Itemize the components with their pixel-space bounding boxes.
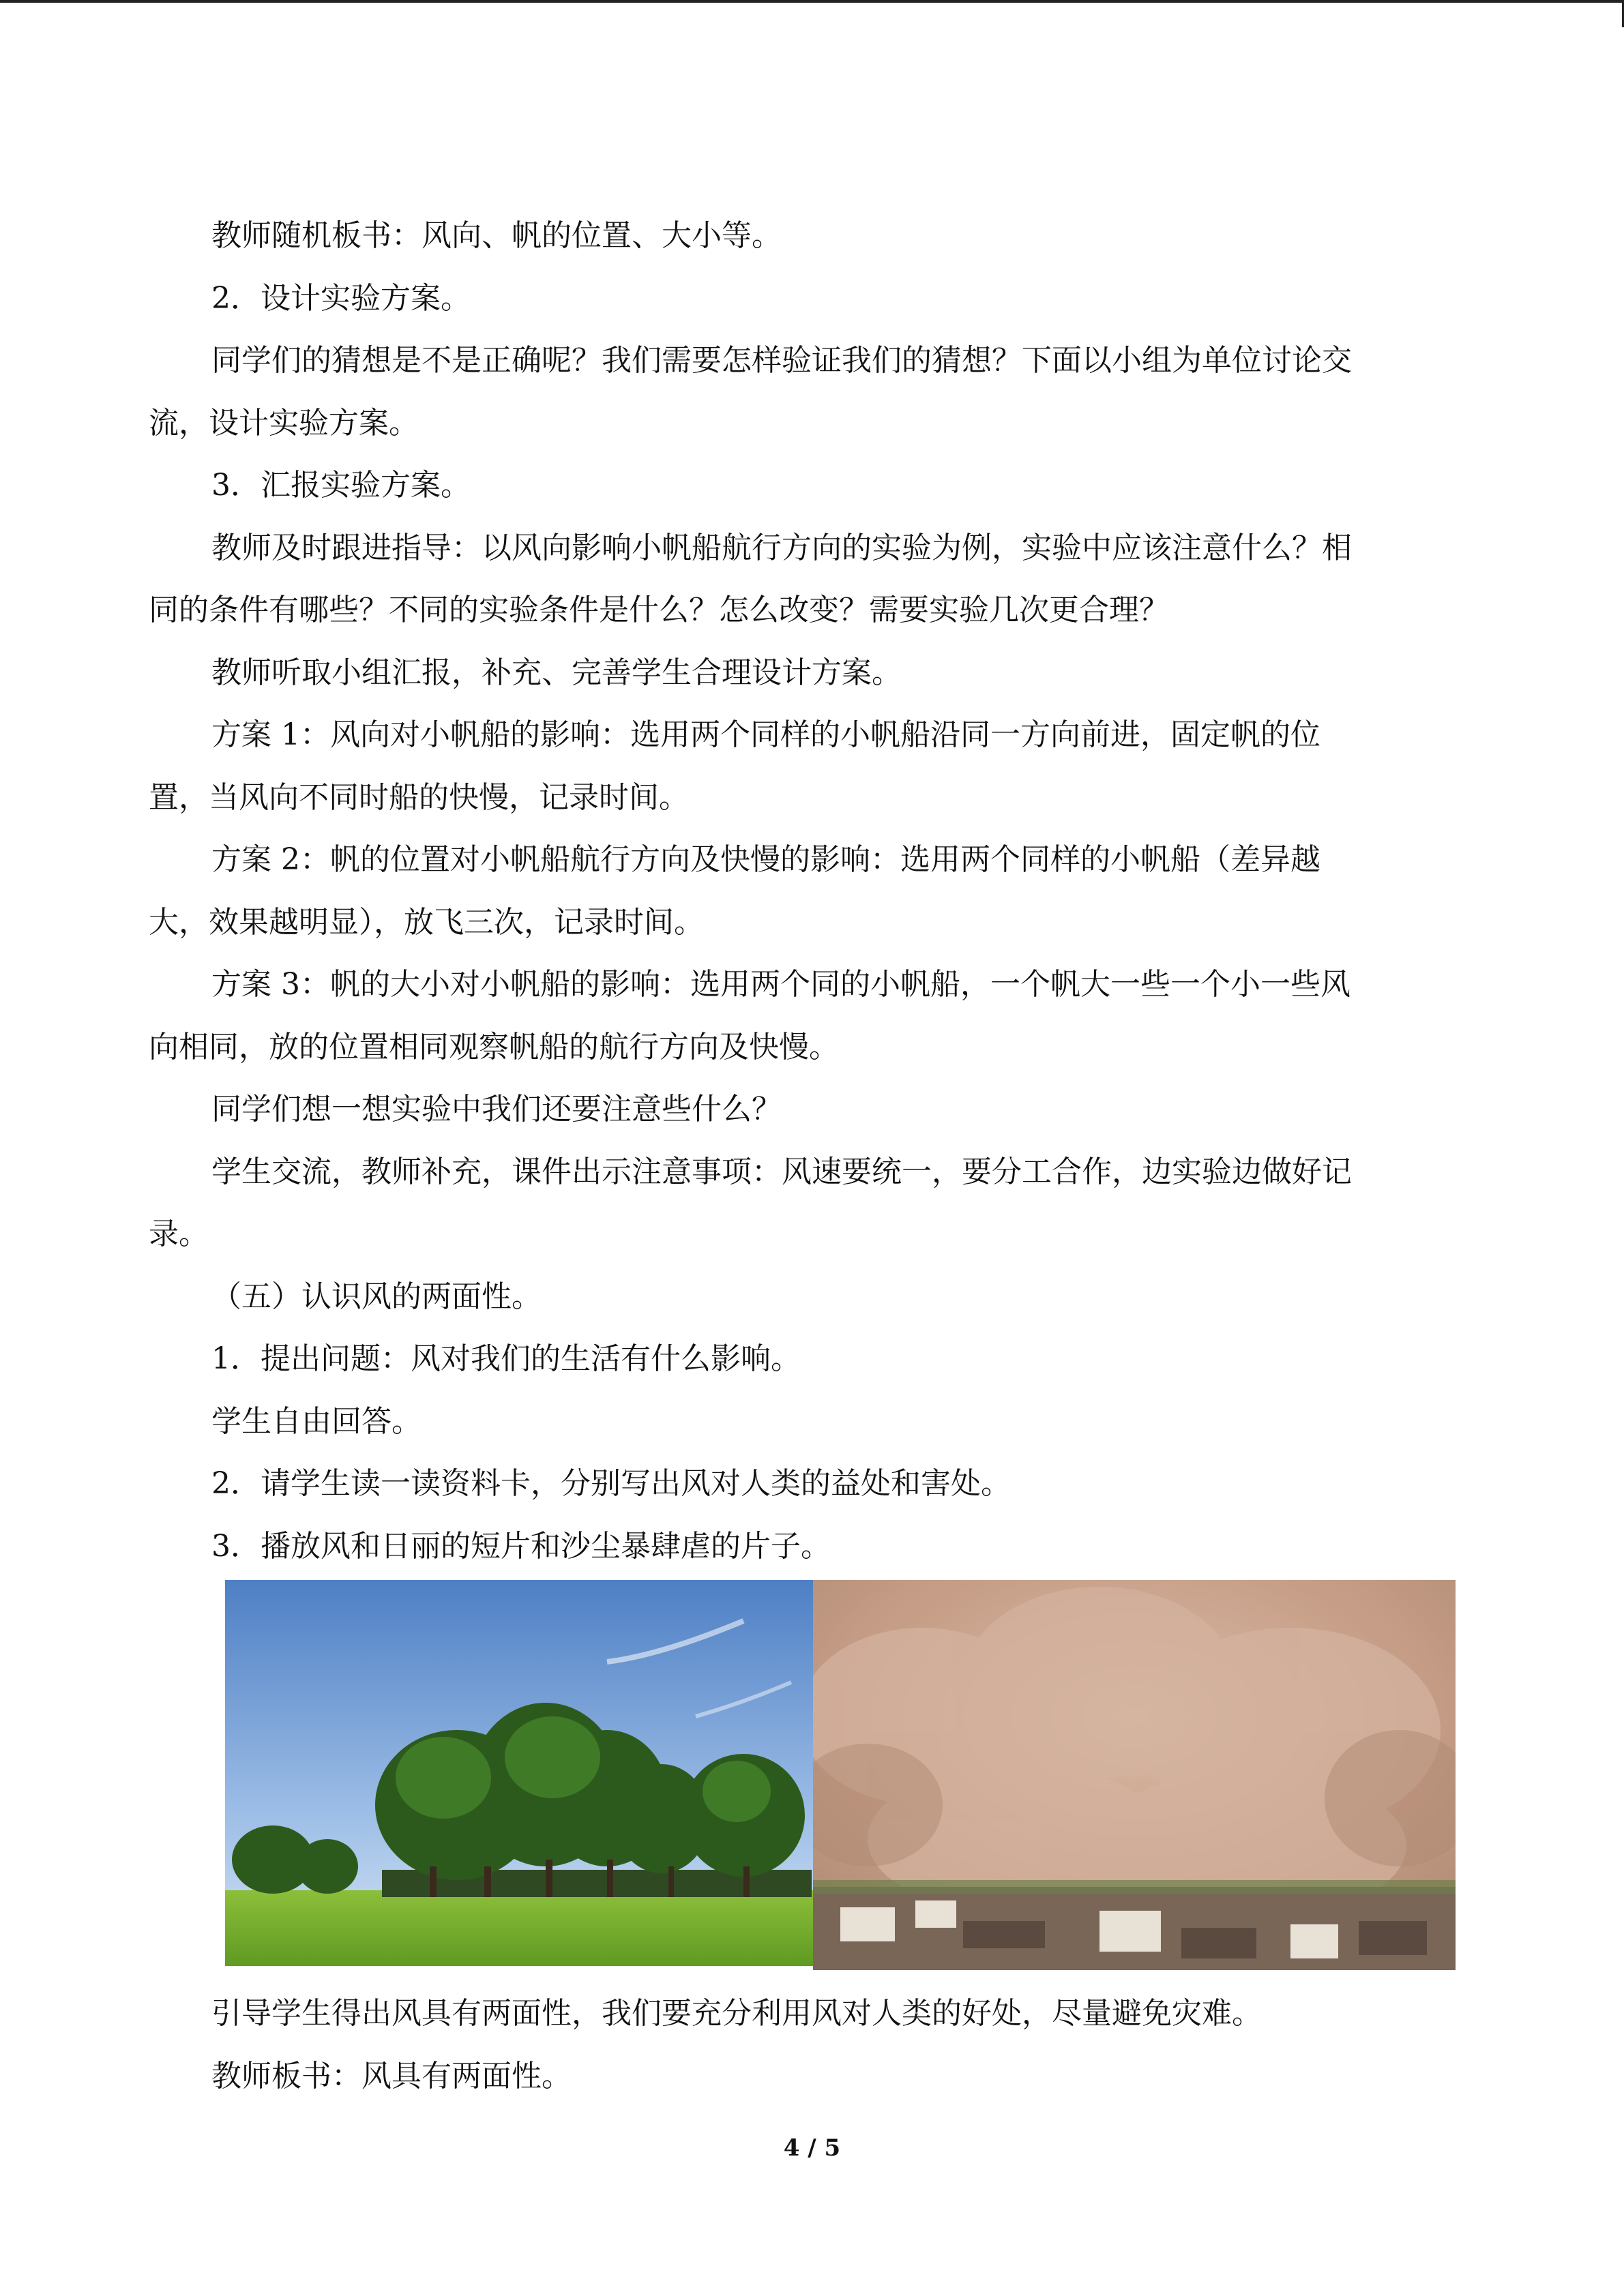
text-line: 录。: [149, 1217, 209, 1251]
text-line: 向相同，放的位置相同观察帆船的航行方向及快慢。: [149, 1029, 839, 1064]
text-line: （五）认识风的两面性。: [211, 1279, 542, 1314]
body-text-top: [149, 205, 1458, 1577]
page-number: 4 / 5: [783, 2134, 841, 2162]
text-line: 方案 3：帆的大小对小帆船的影响：选用两个同的小帆船，一个帆大一些一个小一些风: [211, 967, 1350, 1002]
text-line: 教师及时跟进指导：以风向影响小帆船航行方向的实验为例，实验中应该注意什么？相: [211, 530, 1352, 565]
text-line: 引导学生得出风具有两面性，我们要充分利用风对人类的好处，尽量避免灾难。: [211, 1996, 1262, 2031]
text-line: 2．设计实验方案。: [211, 280, 471, 316]
text-line: 学生交流，教师补充，课件出示注意事项：风速要统一，要分工合作，边实验边做好记: [211, 1154, 1352, 1189]
text-line: 同的条件有哪些？不同的实验条件是什么？怎么改变？需要实验几次更合理？: [149, 593, 1169, 627]
text-line: 同学们的猜想是不是正确呢？我们需要怎样验证我们的猜想？下面以小组为单位讨论交: [211, 343, 1352, 378]
text-line: 学生自由回答。: [211, 1403, 422, 1439]
text-line: 教师听取小组汇报，补充、完善学生合理设计方案。: [211, 655, 902, 690]
sunny-trees-image: [225, 1580, 813, 1966]
body-text-bottom: [149, 1982, 1458, 2107]
text-line: 方案 1：风向对小帆船的影响：选用两个同样的小帆船沿同一方向前进，固定帆的位: [211, 717, 1320, 752]
text-line: 方案 2：帆的位置对小帆船航行方向及快慢的影响：选用两个同样的小帆船（差异越: [211, 842, 1320, 877]
text-line: 流，设计实验方案。: [149, 405, 419, 441]
text-line: 2．请学生读一读资料卡，分别写出风对人类的益处和害处。: [211, 1466, 1011, 1501]
text-line: 大，效果越明显），放飞三次，记录时间。: [149, 904, 704, 940]
text-line: 3．汇报实验方案。: [211, 468, 471, 503]
document-page: [149, 205, 1458, 2107]
text-line: 教师随机板书：风向、帆的位置、大小等。: [211, 218, 782, 253]
text-line: 3．播放风和日丽的短片和沙尘暴肆虐的片子。: [211, 1528, 831, 1564]
top-border: [0, 0, 1624, 3]
text-line: 1．提出问题：风对我们的生活有什么影响。: [211, 1341, 801, 1376]
text-line: 同学们想一想实验中我们还要注意些什么？: [211, 1092, 782, 1127]
image-pair: [149, 1580, 1458, 1970]
text-line: 教师板书：风具有两面性。: [211, 2058, 572, 2093]
text-line: 置，当风向不同时船的快慢，记录时间。: [149, 779, 689, 815]
sandstorm-image: [813, 1580, 1456, 1970]
